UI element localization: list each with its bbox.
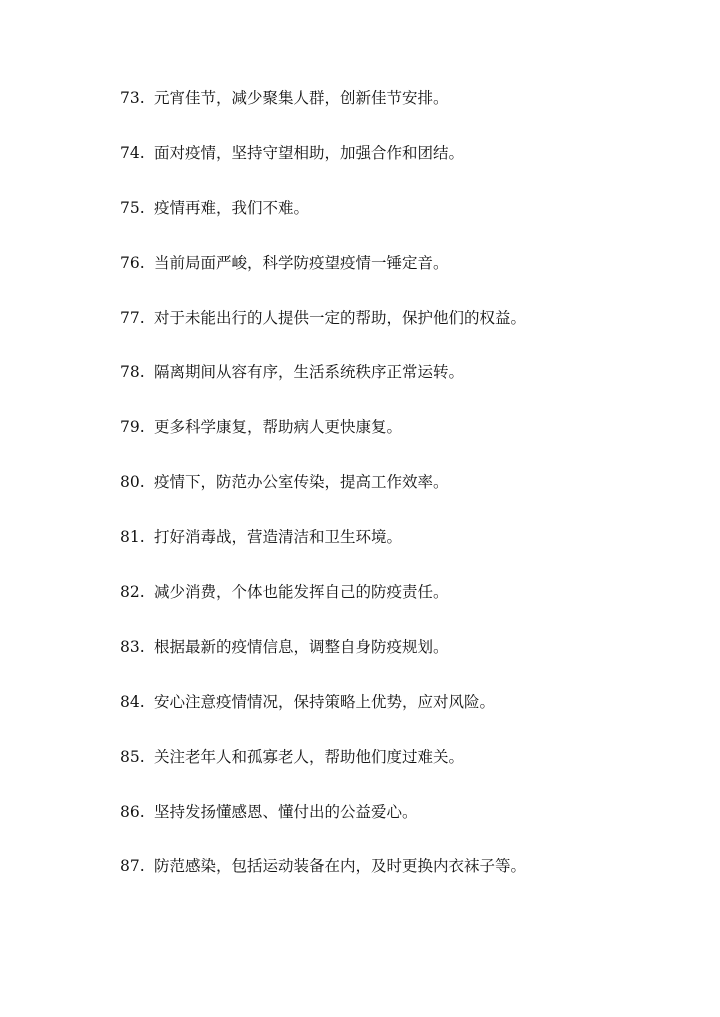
list-item <box>120 251 680 306</box>
item-number: 81. <box>120 528 145 547</box>
item-text: 关注老年人和孤寡老人，帮助他们度过难关。 <box>154 747 465 766</box>
item-number: 73. <box>120 89 145 107</box>
item-text: 面对疫情，坚持守望相助，加强合作和团结。 <box>154 143 465 162</box>
list-item <box>120 854 680 909</box>
item-text: 减少消费，个体也能发挥自己的防疫责任。 <box>154 583 449 602</box>
item-number: 86. <box>120 802 145 821</box>
list-item <box>120 745 680 800</box>
item-number: 79. <box>120 418 145 437</box>
item-number: 74. <box>120 143 145 162</box>
item-number: 78. <box>120 363 145 382</box>
item-number: 77. <box>120 308 145 327</box>
item-text: 打好消毒战，营造清洁和卫生环境。 <box>154 528 403 547</box>
list-item <box>120 470 680 525</box>
item-text: 根据最新的疫情信息，调整自身防疫规划。 <box>154 637 449 656</box>
numbered-list <box>120 86 680 909</box>
item-text: 安心注意疫情情况，保持策略上优势，应对风险。 <box>154 692 496 711</box>
list-item <box>120 306 680 361</box>
item-text: 防范感染，包括运动装备在内，及时更换内衣袜子等。 <box>154 857 527 876</box>
item-number: 83. <box>120 637 145 656</box>
list-item <box>120 525 680 580</box>
list-item <box>120 580 680 635</box>
list-item <box>120 800 680 855</box>
item-number: 75. <box>120 198 145 217</box>
item-text: 疫情下，防范办公室传染，提高工作效率。 <box>154 473 449 492</box>
list-item <box>120 415 680 470</box>
item-number: 84. <box>120 692 145 711</box>
list-item <box>120 196 680 251</box>
item-text: 坚持发扬懂感恩、懂付出的公益爱心。 <box>154 802 418 821</box>
list-item <box>120 360 680 415</box>
item-text: 当前局面严峻，科学防疫望疫情一锤定音。 <box>154 253 449 272</box>
item-number: 85. <box>120 747 145 766</box>
item-text: 隔离期间从容有序，生活系统秩序正常运转。 <box>154 363 465 382</box>
item-number: 76. <box>120 253 145 272</box>
item-number: 82. <box>120 583 145 602</box>
list-item <box>120 86 680 141</box>
list-item <box>120 690 680 745</box>
item-text: 元宵佳节，减少聚集人群，创新佳节安排。 <box>154 89 449 107</box>
list-item <box>120 141 680 196</box>
list-item <box>120 635 680 690</box>
item-number: 87. <box>120 857 145 876</box>
item-text: 对于未能出行的人提供一定的帮助，保护他们的权益。 <box>154 308 527 327</box>
item-text: 更多科学康复，帮助病人更快康复。 <box>154 418 403 437</box>
item-number: 80. <box>120 473 145 492</box>
item-text: 疫情再难，我们不难。 <box>154 198 310 217</box>
